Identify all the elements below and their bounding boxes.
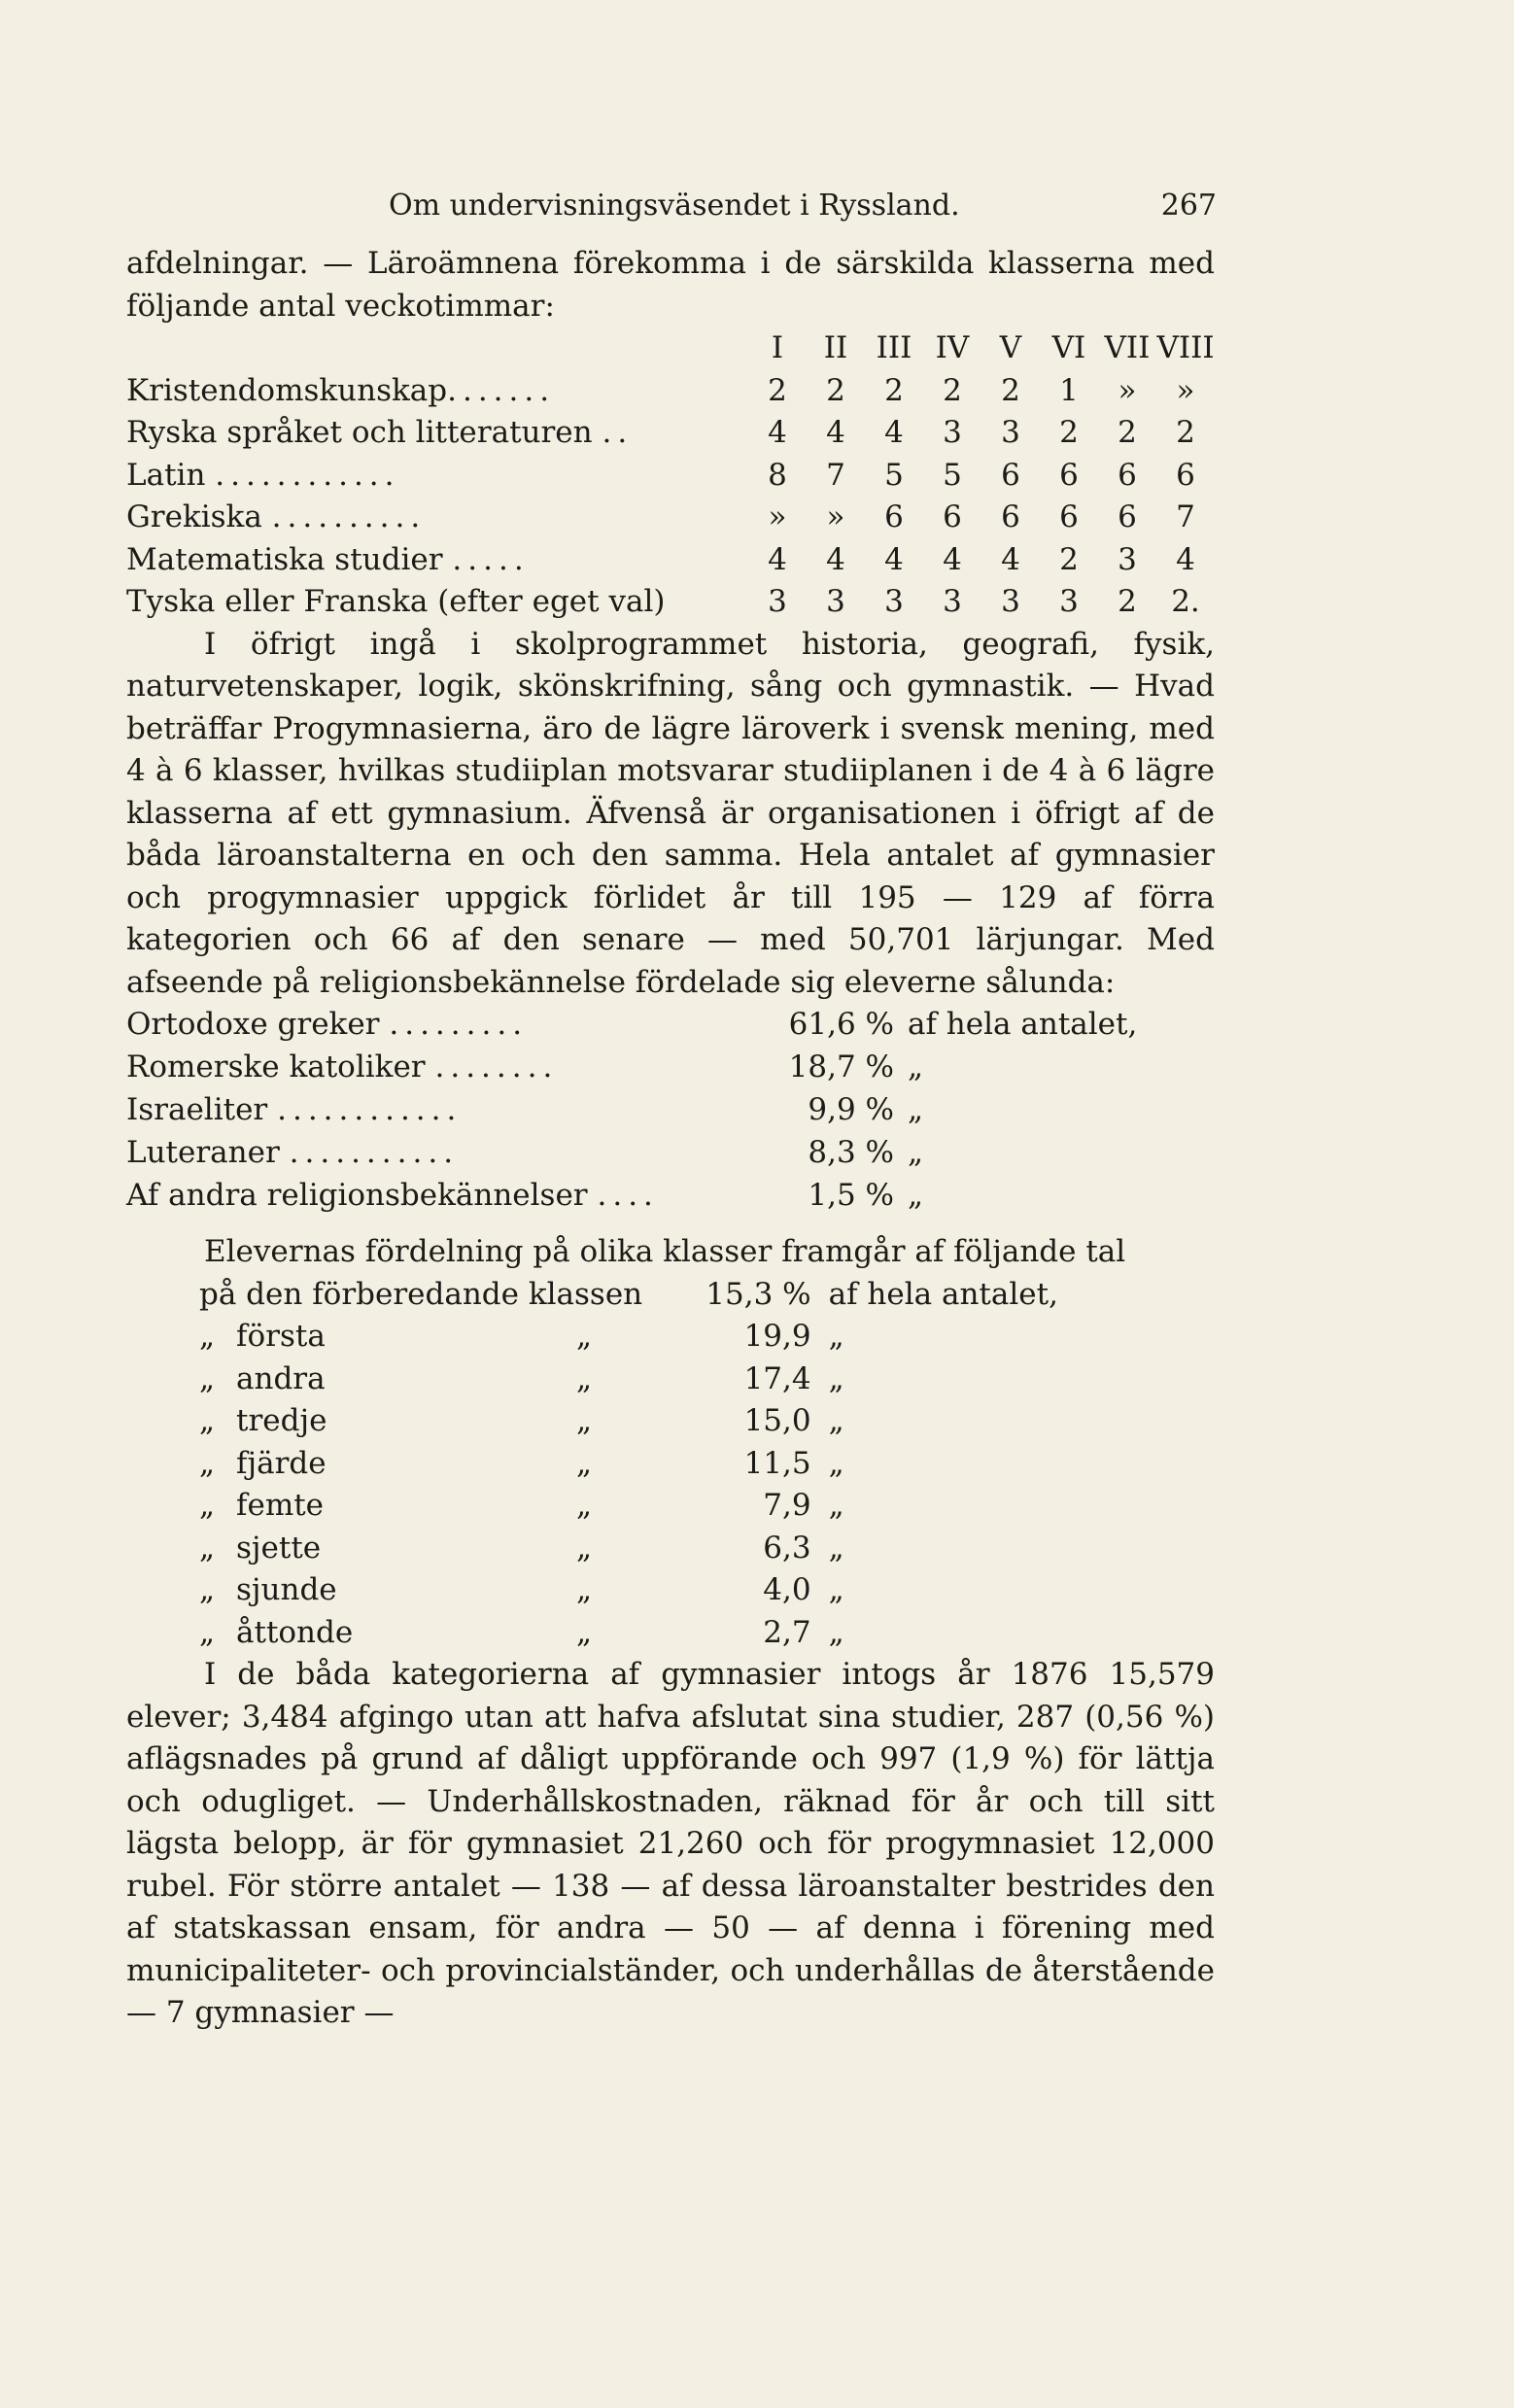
hours-cell: 6 [1176,457,1195,493]
hours-cell: 4 [1001,541,1020,577]
hours-cell: 2 [1118,415,1137,450]
class-column-header: V [999,330,1022,365]
hours-cell: » [826,499,845,534]
ditto-mark: „ [576,1530,593,1565]
hours-cell: 6 [884,499,904,534]
subject-cell [126,370,748,413]
class-label: tredje [236,1403,327,1438]
religion-name-cell [126,1175,748,1218]
hours-cell: 3 [1001,584,1020,619]
subject-cell [126,539,748,582]
hours-cell: 2 [1001,372,1020,408]
religion-name: Israeliter [126,1092,268,1128]
leader-dots: ............ [277,1092,463,1128]
body-paragraph: I öfrigt ingå i skolprogrammet historia, geografi, fysik, naturvetenskaper, logik, skönskrifning, sång och gymnastik. — Hvad beträffar Progymnasierna, äro de lägre läroverk i svensk mening, med 4 à 6 klasser, hvilkas studiiplan motsvarar studiiplanen i de 4 à 6 lägre klasserna af ett gymnasium. Äfvenså är organisationen i öfrigt af de båda läroanstalterna en och den samma. Hela antalet af gymnasier och progymnasier uppgick förlidet år till 195 — 129 af förra kategorien och 66 af den senare — med 50,701 lärjungar. Med afseende på religionsbekännelse fördelade sig eleverne sålunda: [126,626,1215,1000]
hours-cell: 6 [1001,499,1020,534]
subject-cell [126,455,748,498]
hours-cell: 5 [884,457,904,493]
hours-cell: 4 [826,541,845,577]
percentage-value: 8,3 % [808,1135,894,1171]
table-row [126,455,1215,498]
table-row [199,1443,1171,1486]
religion-name: Romerske katoliker [126,1049,426,1085]
hours-cell: 4 [884,541,904,577]
hours-cell: 2 [826,372,845,408]
hours-cell: 2 [884,372,904,408]
hours-cell: 3 [1001,415,1020,450]
table-row [199,1528,1171,1570]
hours-cell: 4 [884,415,904,450]
leader-dots: .. [602,415,634,450]
table-row [126,412,1215,455]
subject-cell [126,412,748,455]
hours-cell: 3 [943,415,962,450]
class-label: fjärde [236,1445,327,1481]
subject-cell [126,581,748,624]
religion-table [126,1004,1215,1218]
hours-cell: 3 [884,584,904,619]
ditto-mark: „ [576,1445,593,1481]
ditto-mark: „ [828,1403,844,1438]
table-row [126,581,1215,624]
class-value: 4,0 [763,1572,811,1607]
hours-cell: 1 [1059,372,1079,408]
running-title: Om undervisningsväsendet i Ryssland. [389,189,960,223]
table-row [199,1400,1171,1443]
ditto-mark: „ [199,1360,216,1396]
table-row [126,370,1215,413]
religion-name: Luteraner [126,1135,280,1171]
ditto-mark: „ [576,1403,593,1438]
ditto-mark: „ [908,1135,924,1171]
class-value: 7,9 [763,1488,811,1523]
table-row [126,1089,1215,1132]
class-column-header: III [876,330,912,365]
running-header [126,185,1215,243]
leader-dots: .... [597,1178,659,1214]
subject-cell [126,497,748,539]
class-value: 6,3 [763,1530,811,1565]
leader-dots: ........... [289,1135,460,1171]
percentage-value: 18,7 % [788,1049,894,1085]
hours-cell: 6 [1118,457,1137,493]
class-value: 19,9 [743,1319,811,1354]
weekly-hours-table [126,327,1215,624]
hours-cell: » [1118,372,1137,408]
hours-cell: 2. [1171,584,1200,619]
subject-name: Latin [126,457,206,493]
ditto-mark: „ [908,1049,924,1085]
class-column-header: VII [1104,330,1151,365]
class-intro-line: Elevernas fördelning på olika klasser framgår af följande tal [204,1234,1126,1269]
ditto-mark: „ [199,1445,216,1481]
class-label: sjunde [236,1572,337,1607]
intro-paragraph: afdelningar. — Läroämnena förekomma i de särskilda klasserna med följande antal veckotimmar: [126,246,1215,324]
hours-cell: 7 [1176,499,1195,534]
class-value: 15,0 [743,1403,811,1438]
class-label: femte [236,1488,325,1523]
table-row [199,1612,1171,1655]
hours-cell: 3 [768,584,787,619]
religion-name-cell [126,1047,748,1089]
hours-cell: 7 [826,457,845,493]
hours-cell: 8 [768,457,787,493]
percentage-value: 9,9 % [808,1092,894,1128]
ditto-mark: „ [199,1614,216,1650]
religion-name-cell [126,1004,748,1047]
religion-name: Ortodoxe greker [126,1007,380,1043]
class-label: sjette [236,1530,322,1565]
table-row [126,1175,1215,1218]
table-row [126,497,1215,539]
ditto-mark: „ [828,1530,844,1565]
ditto-mark: „ [576,1614,593,1650]
hours-table-header [126,327,1215,370]
table-row [199,1485,1171,1528]
leader-dots: ........ [434,1049,559,1085]
hours-cell: 2 [943,372,962,408]
ditto-mark: „ [576,1360,593,1396]
class-distribution-table [199,1274,1171,1655]
subject-column-header [126,327,748,370]
class-column-header: IV [935,330,970,365]
table-row [199,1316,1171,1359]
ditto-mark: „ [828,1614,844,1650]
class-value: 15,3 % [705,1276,811,1312]
leader-dots: .......... [271,499,427,534]
hours-cell: 4 [768,541,787,577]
hours-cell: 3 [1059,584,1079,619]
hours-cell: » [768,499,787,534]
class-column-header: VI [1051,330,1086,365]
class-label: på den förberedande klassen [199,1276,643,1312]
ditto-mark: „ [576,1572,593,1607]
ditto-mark: „ [576,1319,593,1354]
subject-name: Grekiska [126,499,262,534]
hours-cell: 2 [1059,541,1079,577]
table-row [199,1359,1171,1401]
leader-dots: ....... [447,372,556,408]
class-value: 11,5 [743,1445,811,1481]
class-column-header: I [771,330,784,365]
table-row [126,1004,1215,1047]
table-row [199,1274,1171,1317]
religion-name-cell [126,1132,748,1175]
hours-cell: 2 [768,372,787,408]
ditto-mark: „ [908,1178,924,1214]
class-label: första [236,1319,326,1354]
class-label: åttonde [236,1614,354,1650]
hours-cell: 6 [1059,457,1079,493]
class-note: af hela antalet, [828,1276,1058,1312]
page-content [126,185,1215,2035]
ditto-mark: „ [908,1092,924,1128]
hours-cell: 3 [943,584,962,619]
class-value: 2,7 [763,1614,811,1650]
ditto-mark: „ [828,1572,844,1607]
hours-cell: 3 [826,584,845,619]
percentage-note: af hela antalet, [908,1007,1138,1043]
ditto-mark: „ [199,1488,216,1523]
subject-name: Ryska språket och litteraturen [126,415,593,450]
hours-cell: 2 [1118,584,1137,619]
hours-cell: 4 [943,541,962,577]
leader-dots: ......... [389,1007,529,1043]
table-row [199,1569,1171,1612]
class-column-header: VIII [1156,330,1215,365]
ditto-mark: „ [828,1445,844,1481]
ditto-mark: „ [828,1360,844,1396]
table-row [126,1047,1215,1089]
ditto-mark: „ [576,1488,593,1523]
hours-cell: 3 [1118,541,1137,577]
subject-name: Tyska eller Franska (efter eget val) [126,584,666,619]
body-paragraph: I de båda kategorierna af gymnasier intogs år 1876 15,579 elever; 3,484 afgingo utan att hafva afslutat sina studier, 287 (0,56 %) aflägsnades på grund af dåligt uppförande och 997 (1,9 %) för lättja och odugliget. — Underhållskostnaden, räknad för år och till sitt lägsta belopp, är för gymnasiet 21,260 och för progymnasiet 12,000 rubel. För större antalet — 138 — af dessa läroanstalter bestrides den af statskassan ensam, för andra — 50 — af denna i förening med municipaliteter- och provincialständer, och underhållas de återstående — 7 gymnasier — [126,1657,1215,2030]
table-row [126,1132,1215,1175]
leader-dots: ..... [452,541,530,577]
religion-name-cell [126,1089,748,1132]
hours-cell: 6 [1059,499,1079,534]
ditto-mark: „ [199,1403,216,1438]
hours-cell: » [1176,372,1195,408]
percentage-value: 1,5 % [808,1178,894,1214]
ditto-mark: „ [199,1319,216,1354]
hours-cell: 2 [1059,415,1079,450]
leader-dots: ............ [215,457,400,493]
subject-name: Matematiska studier [126,541,443,577]
ditto-mark: „ [199,1530,216,1565]
religion-name: Af andra religionsbekännelser [126,1178,588,1214]
hours-cell: 6 [943,499,962,534]
ditto-mark: „ [828,1488,844,1523]
ditto-mark: „ [828,1319,844,1354]
hours-cell: 6 [1118,499,1137,534]
page-number: 267 [1160,189,1217,223]
hours-cell: 4 [768,415,787,450]
hours-cell: 5 [943,457,962,493]
class-value: 17,4 [743,1360,811,1396]
subject-name: Kristendomskunskap [126,372,448,408]
ditto-mark: „ [199,1572,216,1607]
hours-cell: 4 [1176,541,1195,577]
hours-cell: 4 [826,415,845,450]
hours-cell: 2 [1176,415,1195,450]
class-column-header: II [823,330,848,365]
percentage-value: 61,6 % [788,1007,894,1043]
table-row [126,539,1215,582]
class-label: andra [236,1360,326,1396]
hours-cell: 6 [1001,457,1020,493]
